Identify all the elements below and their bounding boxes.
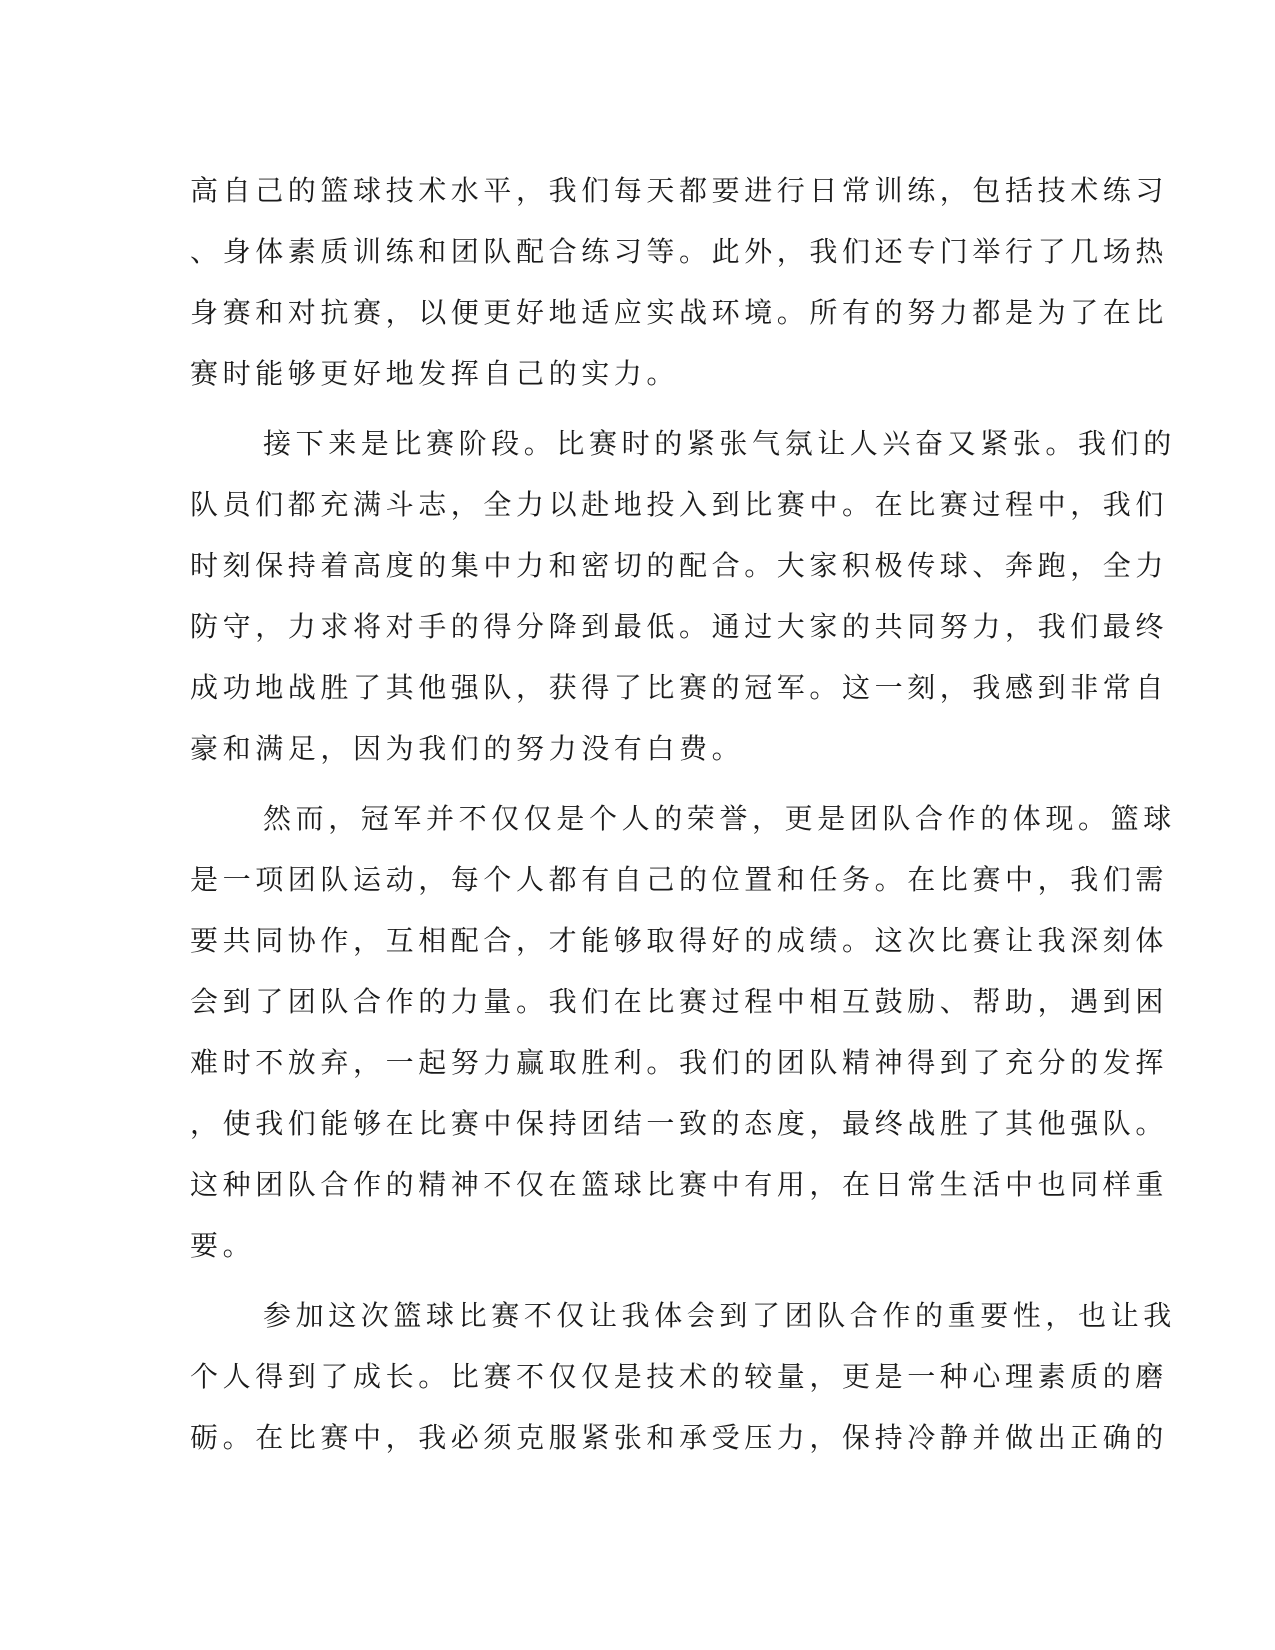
text-line: 接下来是比赛阶段。比赛时的紧张气氛让人兴奋又紧张。我们的 (263, 427, 1176, 460)
text-line: 赛时能够更好地发挥自己的实力。 (190, 357, 680, 390)
text-line: 个人得到了成长。比赛不仅仅是技术的较量，更是一种心理素质的磨 (190, 1360, 1169, 1393)
text-line: 、身体素质训练和团队配合练习等。此外，我们还专门举行了几场热 (190, 235, 1169, 268)
paragraph-2 (190, 413, 1176, 779)
text-line: 要共同协作，互相配合，才能够取得好的成绩。这次比赛让我深刻体 (190, 924, 1169, 957)
text-line: 参加这次篮球比赛不仅让我体会到了团队合作的重要性，也让我 (263, 1299, 1176, 1332)
text-line: 豪和满足，因为我们的努力没有白费。 (190, 732, 745, 765)
text-line: 高自己的篮球技术水平，我们每天都要进行日常训练，包括技术练习 (190, 174, 1169, 207)
text-line: 身赛和对抗赛，以便更好地适应实战环境。所有的努力都是为了在比 (190, 296, 1169, 329)
text-line: 成功地战胜了其他强队，获得了比赛的冠军。这一刻，我感到非常自 (190, 671, 1169, 704)
text-line: 防守，力求将对手的得分降到最低。通过大家的共同努力，我们最终 (190, 610, 1169, 643)
text-line: 然而，冠军并不仅仅是个人的荣誉，更是团队合作的体现。篮球 (263, 802, 1176, 835)
paragraph-1 (190, 160, 1169, 404)
paragraph-3 (190, 788, 1176, 1276)
text-line: 要。 (190, 1229, 256, 1262)
paragraph-4 (190, 1285, 1176, 1468)
text-line: 难时不放弃，一起努力赢取胜利。我们的团队精神得到了充分的发挥 (190, 1046, 1169, 1079)
text-line: 时刻保持着高度的集中力和密切的配合。大家积极传球、奔跑，全力 (190, 549, 1169, 582)
text-line: 这种团队合作的精神不仅在篮球比赛中有用，在日常生活中也同样重 (190, 1168, 1169, 1201)
text-line: 是一项团队运动，每个人都有自己的位置和任务。在比赛中，我们需 (190, 863, 1169, 896)
text-line: 会到了团队合作的力量。我们在比赛过程中相互鼓励、帮助，遇到困 (190, 985, 1169, 1018)
document-body (190, 160, 1176, 1477)
text-line: 队员们都充满斗志，全力以赴地投入到比赛中。在比赛过程中，我们 (190, 488, 1169, 521)
text-line: ，使我们能够在比赛中保持团结一致的态度，最终战胜了其他强队。 (190, 1107, 1169, 1140)
text-line: 砺。在比赛中，我必须克服紧张和承受压力，保持冷静并做出正确的 (190, 1421, 1169, 1454)
